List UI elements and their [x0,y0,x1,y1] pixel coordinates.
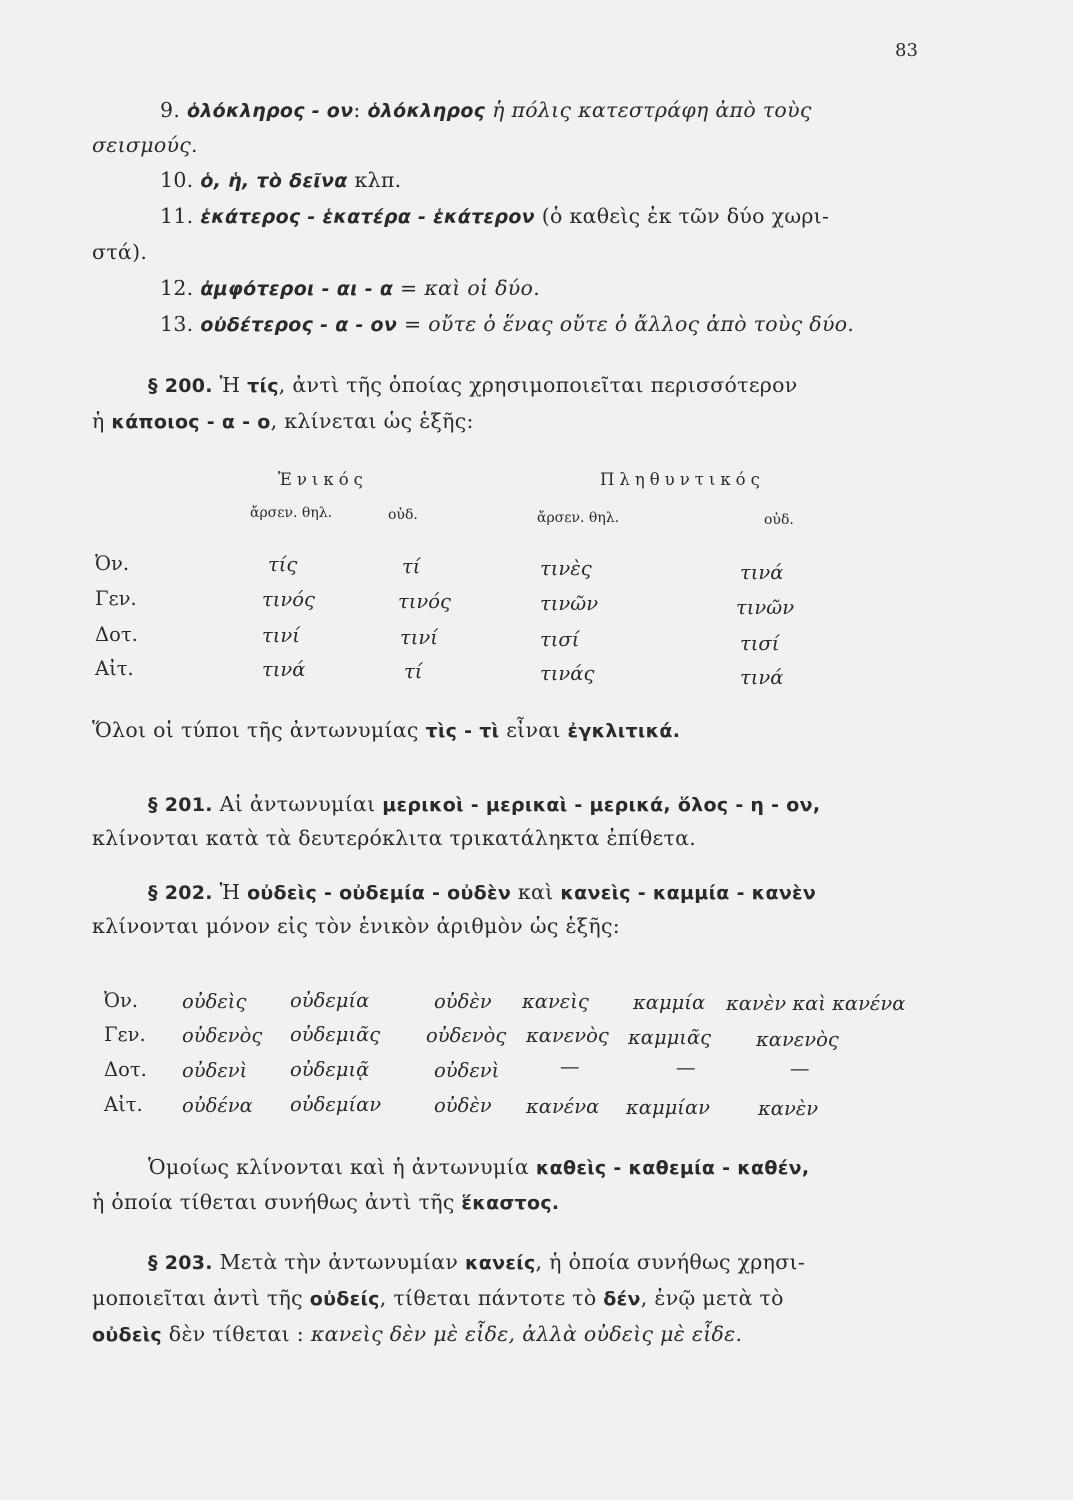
form-cell: οὐδενὸς [182,1024,263,1047]
section-201-line1 [148,792,820,816]
term: οὐδείς [309,1288,380,1310]
section-200-line2 [92,409,474,433]
section-201-line2: κλίνονται κατὰ τὰ δευτερόκλιτα τρικατάληκτα ἐπίθετα. [92,826,697,850]
text: Αἱ ἀντωνυμίαι [212,792,383,816]
term: ὁλόκληρος - ον [187,100,354,122]
form-cell: τί [402,555,421,578]
text: μοποιεῖται ἀντὶ τῆς [92,1286,310,1310]
article: ὁ, ἡ, τὸ [200,170,290,192]
form-cell: — [790,1057,810,1080]
section-202-line2: κλίνονται μόνον εἰς τὸν ἑνικὸν ἀριθμὸν ὡς ἑξῆς: [92,914,620,938]
rest-text: = οὔτε ὁ ἕνας οὔτε ὁ ἄλλος ἀπὸ τοὺς δύο. [397,312,855,336]
subheader-neut-sg: οὐδ. [388,507,418,523]
form-cell: τινά [740,666,784,689]
list-item-9 [160,98,812,122]
text: δὲν τίθεται : [161,1322,311,1346]
text: Ὁμοίως κλίνονται καὶ ἡ ἀντωνυμία [148,1155,536,1179]
form-cell: τινῶν [736,596,795,619]
form-cell: τισί [540,628,580,651]
term: οὐδέτερος - α - ον [200,314,398,336]
section-203-line2 [92,1286,784,1310]
list-item-11 [160,204,829,228]
form-cell: καμμίαν [626,1096,710,1119]
case-label: Αἰτ. [95,657,134,680]
form-cell: κανὲν [758,1097,819,1120]
term: οὐδεὶς - οὐδεμία - οὐδὲν [247,882,512,904]
form-cell: οὐδενὶ [182,1059,248,1082]
form-cell: οὐδεὶς [182,990,247,1013]
form-cell: κανενὸς [756,1028,839,1051]
header-singular: Ἑνικός [278,470,368,489]
form-cell: τινάς [540,662,595,685]
form-cell: τινί [400,626,438,649]
text: εἶναι [499,718,568,742]
text: Ἡ [212,880,248,904]
term: ἑκάτερος - ἑκατέρα - ἑκάτερον [200,206,535,228]
case-label: Ὀν. [104,989,139,1012]
form-cell: τινῶν [540,592,599,615]
form-cell: οὐδενὸς [426,1024,507,1047]
term: καθεὶς - καθεμία - καθέν, [535,1157,810,1179]
term: τίς [247,375,279,397]
text: , κλίνεται ὡς ἑξῆς: [270,409,474,433]
form-cell: οὐδεμιᾶς [290,1023,381,1046]
example-text: ἡ πόλις κατεστράφη ἀπὸ τοὺς [485,98,812,122]
item-number: 13. [160,312,194,336]
section-number: § 201. [148,794,213,816]
form-cell: τινί [262,624,300,647]
case-label: Αἰτ. [104,1093,143,1116]
form-cell: τί [404,660,423,683]
term: κανεὶς - καμμία - κανὲν [560,882,817,904]
list-item-13 [160,312,854,336]
text: Ὅλοι οἱ τύποι τῆς ἀντωνυμίας [92,718,426,742]
case-label: Δοτ. [104,1058,147,1081]
item-number: 12. [160,276,194,300]
section-number: § 200. [148,375,213,397]
form-cell: κανεὶς [522,990,589,1013]
list-item-12 [160,276,540,300]
form-cell: τινά [740,561,784,584]
rest-text: = καὶ οἱ δύο. [393,276,541,300]
list-item-9-cont: σεισμούς. [92,133,198,157]
subheader-masc-fem-sg: ἄρσεν. θηλ. [250,505,333,521]
example: κανεὶς δὲν μὲ εἶδε, ἀλλὰ οὐδεὶς μὲ εἶδε. [310,1322,743,1346]
term: ἀμφότεροι - αι - α [200,278,394,300]
case-label: Ὀν. [95,552,130,575]
enclitic-note [92,718,680,742]
form-cell: κανένα [526,1095,600,1118]
subheader-masc-fem-pl: ἄρσεν. θηλ. [537,510,620,526]
form-cell: οὐδὲν [434,990,492,1013]
term: μερικοὶ - μερικαὶ - μερικά, ὅλος - η - ον, [382,794,821,816]
form-cell: καμμιᾶς [628,1026,712,1049]
form-cell: — [560,1055,580,1078]
homoios-line2 [92,1190,559,1214]
form-cell: οὐδένα [182,1094,253,1117]
subheader-neut-pl: οὐδ. [764,512,794,528]
form-cell: οὐδὲν [434,1094,492,1117]
text: , τίθεται πάντοτε τὸ [379,1286,604,1310]
text: , ἀντὶ τῆς ὁποίας χρησιμοποιεῖται περισσότερον [278,373,798,397]
section-203-line1 [148,1250,805,1274]
text: , ἐνῷ μετὰ τὸ [640,1286,784,1310]
section-number: § 202. [148,882,213,904]
form-cell: τινός [398,590,451,613]
case-label: Γεν. [95,587,137,610]
list-item-10 [160,168,401,192]
term: δεῖνα [289,170,348,192]
text: Μετὰ τὴν ἀντωνυμίαν [212,1250,465,1274]
term: τὶς - τὶ [425,720,500,742]
form-cell: καμμία [633,991,706,1014]
term: ἐγκλιτικά. [567,720,681,742]
rest-text: κλπ. [347,168,402,192]
homoios-line1 [148,1155,809,1179]
item-number: 11. [160,204,194,228]
form-cell: τινά [262,658,306,681]
form-cell: τισί [740,632,780,655]
term: ἕκαστος. [461,1192,560,1214]
term: οὐδεὶς [92,1324,162,1346]
item-number: 9. [160,98,181,122]
list-item-11-cont: στά). [92,240,148,264]
section-200-line1 [148,373,798,397]
form-cell: κανενὸς [526,1024,609,1047]
form-cell: οὐδεμία [290,989,370,1012]
page-number: 83 [895,40,918,61]
text: καὶ [511,880,561,904]
form-cell: τινὲς [540,557,592,580]
section-202-line1 [148,880,816,904]
form-cell: οὐδεμιᾷ [290,1058,370,1081]
separator: : [353,98,361,122]
rest-text: (ὁ καθεὶς ἐκ τῶν δύο χωρι- [534,204,830,228]
text: ἡ ὁποία τίθεται συνήθως ἀντὶ τῆς [92,1190,462,1214]
term: κάποιος - α - ο [111,411,271,433]
form-cell: οὐδεμίαν [290,1093,382,1116]
case-label: Γεν. [104,1023,146,1046]
form-cell: τινός [262,588,315,611]
example-term: ὁλόκληρος [367,100,486,122]
term: κανείς [465,1252,536,1274]
section-number: § 203. [148,1252,213,1274]
text: ἡ [92,409,112,433]
form-cell: τίς [268,553,298,576]
term: δέν [603,1288,641,1310]
header-plural: Πληθυντικός [600,470,765,489]
text: , ἡ ὁποία συνήθως χρησι- [535,1250,806,1274]
form-cell: — [676,1056,696,1079]
form-cell: κανὲν καὶ κανένα [726,992,906,1015]
case-label: Δοτ. [95,623,138,646]
item-number: 10. [160,168,194,192]
form-cell: οὐδενὶ [434,1059,500,1082]
text: Ἡ [212,373,248,397]
section-203-line3 [92,1322,742,1346]
